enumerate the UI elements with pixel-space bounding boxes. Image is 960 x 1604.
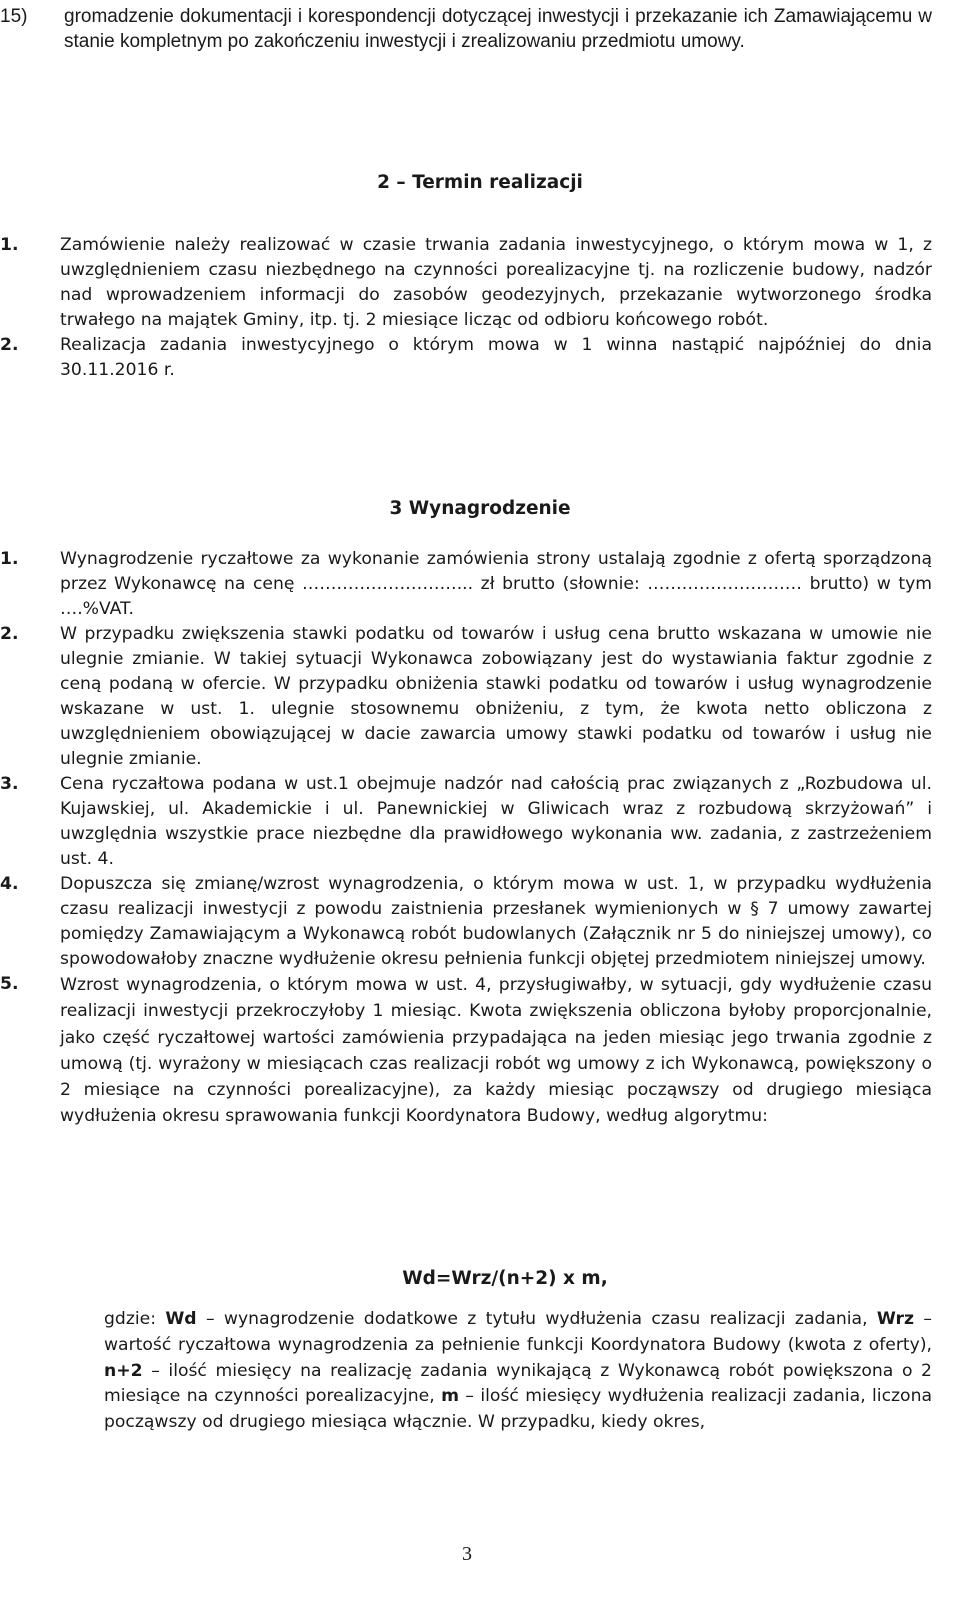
formula: Wd=Wrz/(n+2) x m, (402, 1268, 608, 1289)
legend-term-wrz: Wrz (876, 1309, 915, 1329)
legend-desc-wrz: – wartość ryczałtowa wynagrodzenia za pełnienie funkcji Koordynatora Budowy (kwota z oferty), (104, 1309, 932, 1355)
item-text: Cena ryczałtowa podana w ust.1 obejmuje nadzór nad całością prac związanych z „Rozbudowa ul. Kujawskiej, ul. Akademickie i ul. Panewnickiej w Gliwicach wraz z rozbudową skrzyżowań” i uwzględnia wszystkie prace niezbędne dla prawidłowego wykonania ww. zadania, z zastrzeżeniem ust. 4. (60, 774, 932, 869)
item-number: 1. (0, 549, 19, 569)
list-item (0, 547, 932, 622)
legend-term-wd: Wd (165, 1309, 197, 1329)
legend-desc-n2: – ilość miesięcy na realizację zadania wynikającą z Wykonawcą robót powiększona o 2 miesiące na czynności porealizacyjne, (104, 1360, 932, 1407)
legend-desc-m: – ilość miesięcy wydłużenia realizacji zadania, liczona począwszy od drugiego miesiąca włącznie. W przypadku, kiedy okres, (104, 1386, 932, 1433)
list-item-text: gromadzenie dokumentacji i korespondencji dotyczącej inwestycji i przekazanie ich Zamawiającemu w stanie kompletnym po zakończeniu inwestycji i zrealizowaniu przedmiotu umowy. (64, 6, 932, 52)
list-item-number: 15) (0, 6, 28, 27)
item-text: Wynagrodzenie ryczałtowe za wykonanie zamówienia strony ustalają zgodnie z ofertą sporządzoną przez Wykonawcę na cenę ………………………... zł brutto (słownie: ……………………… brutto) w tym ….%VAT. (60, 549, 932, 619)
section3-list (0, 547, 932, 1130)
legend-term-n2: n+2 (104, 1360, 143, 1381)
legend-intro: gdzie: (104, 1309, 166, 1329)
item-number: 4. (0, 874, 19, 894)
list-item (0, 972, 932, 1130)
page-number: 3 (462, 1543, 472, 1565)
item-text: Zamówienie należy realizować w czasie trwania zadania inwestycyjnego, o którym mowa w 1, z uwzględnieniem czasu niezbędnego na czynności porealizacyjne tj. na rozliczenie budowy, nadzór nad wprowadzeniem informacji do zasobów geodezyjnych, przekazanie wytworzonego środka trwałego na majątek Gminy, itp. tj. 2 miesiące licząc od odbioru końcowego robót. (60, 235, 932, 330)
list-item (0, 233, 932, 333)
legend-desc-wd: – wynagrodzenie dodatkowe z tytułu wydłużenia czasu realizacji zadania, (196, 1309, 877, 1329)
formula-legend (104, 1307, 932, 1436)
item-text: Realizacja zadania inwestycyjnego o którym mowa w 1 winna nastąpić najpóźniej do dnia 30.11.2016 r. (60, 335, 932, 380)
item-number: 2. (0, 624, 19, 644)
section2-list (0, 233, 932, 383)
list-item (0, 622, 932, 772)
section-heading-termin: 2 – Termin realizacji (377, 172, 583, 193)
item-text: W przypadku zwiększenia stawki podatku od towarów i usług cena brutto wskazana w umowie nie ulegnie zmianie. W takiej sytuacji Wykonawca zobowiązany jest do wystawiania faktur zgodnie z ceną podaną w ofercie. W przypadku obniżenia stawki podatku od towarów i usług wynagrodzenie wskazane w ust. 1. ulegnie stosownemu obniżeniu, z tym, że kwota netto obliczona z uwzględnieniem obowiązującej w dacie zawarcia umowy stawki podatku od towarów i usług nie ulegnie zmianie. (60, 624, 932, 769)
item-number: 5. (0, 974, 19, 994)
item-number: 1. (0, 235, 19, 255)
list-item (0, 872, 932, 972)
item-number: 2. (0, 335, 19, 355)
list-item (0, 333, 932, 383)
list-item (0, 772, 932, 872)
legend-term-m: m (441, 1386, 460, 1407)
item-text: Dopuszcza się zmianę/wzrost wynagrodzenia, o którym mowa w ust. 1, w przypadku wydłużenia czasu realizacji inwestycji z powodu zaistnienia przesłanek wymienionych w § 7 umowy zawartej pomiędzy Zamawiającym a Wykonawcą robót budowlanych (Załącznik nr 5 do niniejszej umowy), co spowodowałoby znaczne wydłużenie okresu pełnienia funkcji objętej przedmiotem niniejszej umowy. (60, 874, 932, 969)
item-text: Wzrost wynagrodzenia, o którym mowa w ust. 4, przysługiwałby, w sytuacji, gdy wydłużenie czasu realizacji inwestycji przekroczyłoby 1 miesiąc. Kwota zwiększenia obliczona byłoby proporcjonalnie, jako część ryczałtowej wartości zamówienia przypadająca na jeden miesiąc jego trwania zgodnie z umową (tj. wyrażony w miesiącach czas realizacji robót wg umowy z ich Wykonawcą, powiększony o 2 miesiące na czynności porealizacyjne), za każdy miesiąc począwszy od drugiego miesiąca wydłużenia okresu sprawowania funkcji Koordynatora Budowy, według algorytmu: (60, 975, 932, 1127)
item-number: 3. (0, 774, 19, 794)
section-heading-wynagrodzenie: 3 Wynagrodzenie (389, 498, 571, 519)
